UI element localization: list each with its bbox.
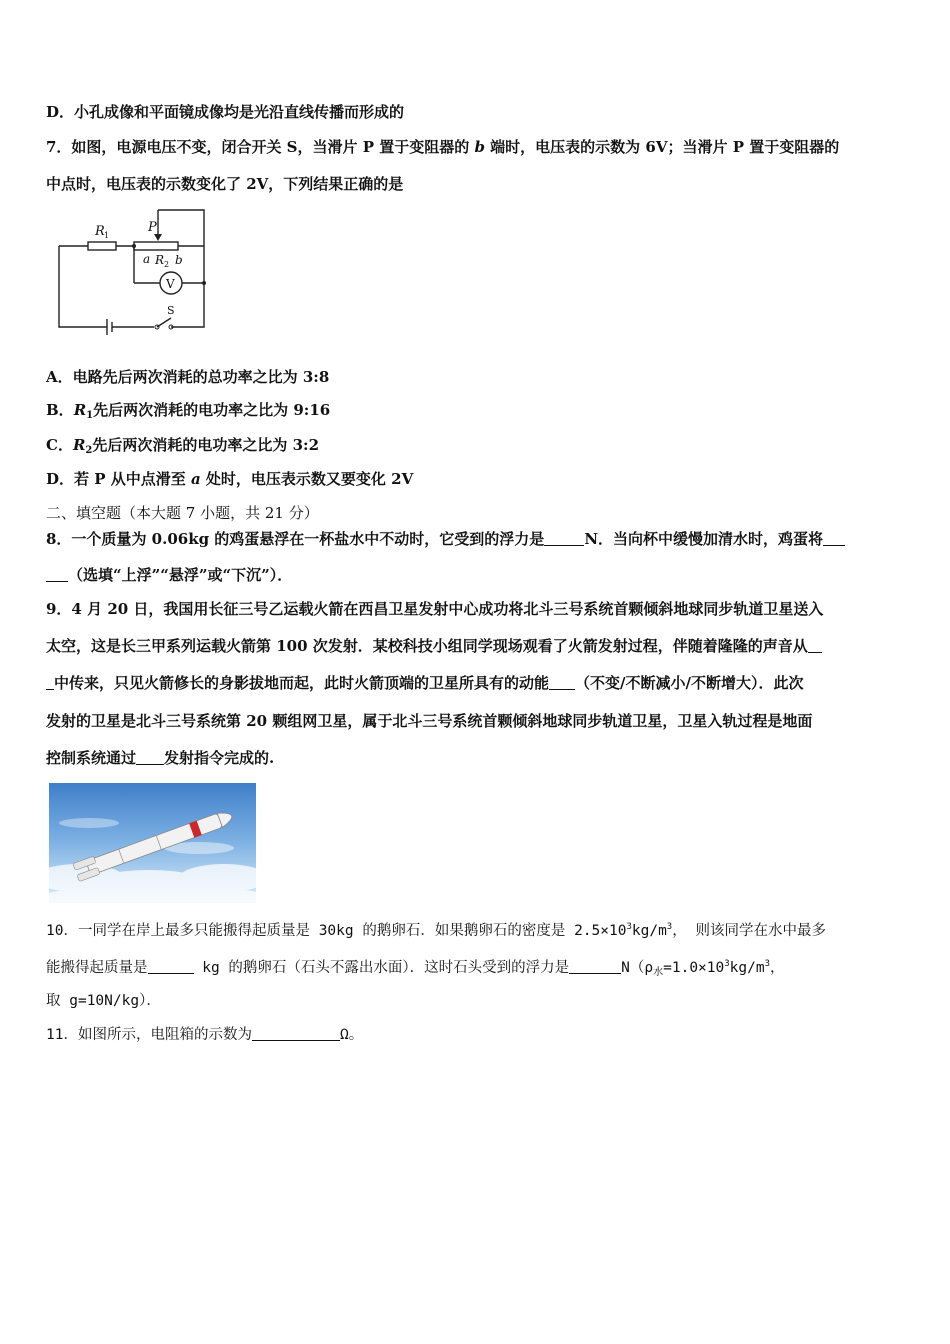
q8-blank-1[interactable]	[544, 530, 584, 546]
q8-line2-text: （选填“上浮”“悬浮”或“下沉”）．	[68, 566, 293, 584]
junction-right	[202, 281, 206, 285]
q10-line2-a: 能搬得起质量是	[46, 960, 148, 976]
q9-line5	[46, 747, 274, 769]
slider-arrow	[154, 234, 162, 241]
q10-line2	[46, 953, 785, 984]
q9-line3-a: 中传来，只见火箭修长的身影拔地而起，此时火箭顶端的卫星所具有的动能	[54, 674, 550, 692]
q9-blank-1a[interactable]	[808, 637, 822, 653]
q10-line1-sup2: 3	[666, 922, 673, 932]
q8-blank-2b[interactable]	[46, 566, 68, 582]
q10-line3: 取 g=10N/kg）．	[46, 993, 161, 1009]
q7-option-d	[46, 468, 413, 490]
q6-option-d: D．小孔成像和平面镜成像均是光沿直线传播而形成的	[46, 103, 405, 121]
q7-var-b: b	[474, 138, 485, 156]
q10-line1-sup1: 3	[626, 922, 632, 932]
q10-line1-b: kg/m	[631, 923, 667, 939]
q9-blank-3[interactable]	[136, 749, 164, 765]
q10-line2-e: kg/m	[729, 960, 765, 976]
q9-line1: 9．4 月 20 日，我国用长征三号乙运载火箭在西昌卫星发射中心成功将北斗三号系统首颗倾斜地球同步轨道卫星送入	[46, 600, 824, 618]
q11-line	[46, 1024, 363, 1046]
q7-option-b-var: R	[73, 401, 87, 419]
q8-line1-a: 8．一个质量为 0.06kg 的鸡蛋悬浮在一杯盐水中不动时，它受到的浮力是	[46, 530, 545, 548]
label-a: a	[143, 252, 151, 266]
q10-blank-1[interactable]	[148, 958, 194, 974]
q10-line1	[46, 916, 826, 942]
q10-line2-f: ，	[770, 960, 785, 976]
q7-option-d-b: 处时，电压表示数又要变化 2V	[200, 470, 414, 488]
q9-blank-1b[interactable]	[46, 674, 54, 690]
section-title: 二、填空题（本大题 7 小题，共 21 分）	[46, 504, 319, 522]
q8-blank-2a[interactable]	[823, 530, 845, 546]
q8-line1-b: N．当向杯中缓慢加清水时，鸡蛋将	[584, 530, 824, 548]
resistor-r1	[88, 242, 116, 250]
q10-line1-c: ， 则该同学在水中最多	[672, 923, 826, 939]
q10-blank-2[interactable]	[569, 958, 621, 974]
q7-option-c	[46, 434, 319, 462]
q7-option-d-var: a	[190, 470, 201, 488]
q11-blank[interactable]	[252, 1025, 340, 1041]
q10-line2-sub: 水	[653, 967, 664, 978]
q7-option-b-prefix: B．	[46, 401, 74, 419]
label-s: S	[167, 304, 175, 317]
q7-option-c-var: R	[72, 436, 86, 454]
q10-line2-d: =1.0×10	[663, 960, 725, 976]
rocket-launch-photo	[49, 783, 256, 903]
q7-option-c-prefix: C．	[46, 436, 73, 454]
label-r2-sub: 2	[164, 260, 170, 269]
q7-option-b-text: 先后两次消耗的电功率之比为 9:16	[93, 401, 331, 419]
circuit-diagram	[50, 205, 215, 337]
q9-line2-text: 太空，这是长三甲系列运载火箭第 100 次发射．某校科技小组同学现场观看了火箭发射过程，伴随着隆隆的声音从	[46, 637, 808, 655]
q8-line2	[46, 564, 292, 586]
q10-line2-sup1: 3	[724, 959, 730, 969]
q7-option-b-sub: 1	[86, 410, 94, 421]
q9-blank-2[interactable]	[549, 674, 575, 690]
label-p: P	[148, 220, 157, 235]
resistor-r2	[134, 242, 178, 250]
q7-stem-c: 端时，电压表的示数为 6V；当滑片 P 置于变阻器的	[484, 138, 840, 156]
wire-left	[59, 246, 107, 327]
q7-option-c-text: 先后两次消耗的电功率之比为 3:2	[92, 436, 320, 454]
q9-line5-a: 控制系统通过	[46, 749, 137, 767]
q7-option-d-a: D．若 P 从中点滑至	[46, 470, 191, 488]
q7-stem-line1	[46, 136, 839, 158]
q10-line1-a: 10．一同学在岸上最多只能搬得起质量是 30kg 的鹅卵石．如果鹅卵石的密度是 2.5×10	[46, 923, 627, 939]
q7-option-a: A．电路先后两次消耗的总功率之比为 3:8	[46, 368, 330, 386]
q11-text-b: Ω。	[339, 1027, 364, 1043]
q9-line2	[46, 635, 822, 657]
label-r1: R	[95, 224, 105, 239]
q10-line2-c: N（ρ	[621, 960, 654, 976]
q9-line5-b: 发射指令完成的.	[164, 749, 275, 767]
label-v: V	[166, 277, 175, 291]
q9-line3-b: （不变/不断减小/不断增大）．此次	[575, 674, 804, 692]
q10-line2-sup2: 3	[764, 959, 771, 969]
label-b: b	[175, 253, 183, 267]
q7-stem-a: 7．如图，电源电压不变，闭合开关 S，当滑片 P 置于变阻器的	[46, 138, 475, 156]
junction-a	[132, 244, 136, 248]
label-r2: R	[155, 253, 165, 267]
q11-text-a: 11．如图所示，电阻箱的示数为	[46, 1027, 252, 1043]
q7-option-b	[46, 399, 330, 427]
label-r1-sub: 1	[104, 231, 110, 240]
q7-option-c-sub: 2	[85, 445, 93, 456]
q7-stem-line2: 中点时，电压表的示数变化了 2V，下列结果正确的是	[46, 175, 404, 193]
q8-line1	[46, 528, 845, 550]
q9-line4: 发射的卫星是北斗三号系统第 20 颗组网卫星，属于北斗三号系统首颗倾斜地球同步轨道卫星，卫星入轨过程是地面	[46, 712, 813, 730]
q10-line2-b: kg 的鹅卵石（石头不露出水面）．这时石头受到的浮力是	[193, 960, 570, 976]
q9-line3	[46, 672, 803, 694]
